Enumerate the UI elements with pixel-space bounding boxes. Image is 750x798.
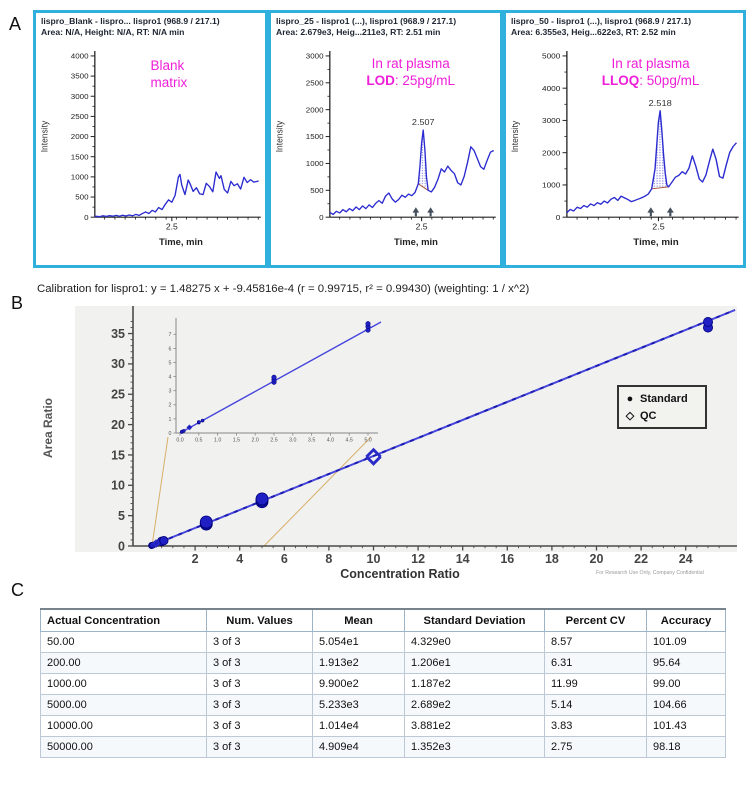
table-cell: 3 of 3 [207,716,313,737]
svg-text:6: 6 [168,346,172,353]
svg-text:25: 25 [111,387,125,402]
table-header-cell: Actual Concentration [41,609,207,632]
svg-text:16: 16 [500,552,515,566]
chromatogram-subtitle: Area: N/A, Height: N/A, RT: N/A min [41,27,185,38]
filled-circle-icon: ● [626,392,634,405]
table-header-cell: Percent CV [545,609,647,632]
table-cell: 1.913e2 [313,653,405,674]
svg-text:24: 24 [678,552,693,566]
table-cell: 9.900e2 [313,674,405,695]
svg-text:2500: 2500 [70,111,89,121]
svg-text:20: 20 [589,552,604,566]
svg-text:3.0: 3.0 [289,437,297,444]
table-cell: 10000.00 [41,716,207,737]
annotation-lod [366,55,455,90]
legend-item-qc [624,407,700,424]
chromatogram-header [506,13,743,39]
table-row [41,653,726,674]
open-diamond-icon: ◇ [625,410,635,422]
svg-text:Time, min: Time, min [633,237,679,247]
table-cell: 5.054e1 [313,632,405,653]
svg-text:0: 0 [118,539,125,554]
svg-text:For Research Use Only, Company: For Research Use Only, Company Confidential [596,570,704,576]
svg-text:1.5: 1.5 [232,437,241,444]
svg-text:1000: 1000 [542,180,561,190]
annotation-line: matrix [150,75,188,91]
svg-text:3000: 3000 [305,51,324,61]
svg-text:10: 10 [366,552,381,566]
table-cell: 101.09 [647,632,726,653]
table-cell: 3 of 3 [207,737,313,758]
annotation-blank-matrix [151,57,188,92]
svg-text:22: 22 [634,552,649,566]
table-cell: 50000.00 [41,737,207,758]
svg-text:2.5: 2.5 [165,221,178,232]
table-cell: 11.99 [545,674,647,695]
chromatogram-subtitle: Area: 6.355e3, Heig...622e3, RT: 2.52 min [511,27,676,38]
svg-text:2.507: 2.507 [411,117,435,127]
panel-b-label: B [11,293,24,313]
table-header-cell: Accuracy [647,609,726,632]
chromatogram-header [36,13,265,39]
svg-text:2000: 2000 [70,132,89,141]
svg-text:Intensity: Intensity [274,120,285,152]
svg-text:0.5: 0.5 [195,437,203,444]
legend-label: QC [640,409,657,422]
svg-text:5.0: 5.0 [364,437,372,444]
annotation-lloq [602,55,700,90]
svg-text:500: 500 [310,185,324,195]
table-cell: 4.329e0 [405,632,545,653]
svg-text:35: 35 [111,326,125,341]
svg-text:Time, min: Time, min [159,236,203,247]
svg-text:2500: 2500 [305,78,324,88]
svg-text:2: 2 [168,402,172,409]
table-cell: 5.14 [545,695,647,716]
chromatogram-title: lispro_50 - lispro1 (...), lispro1 (968.9 / 217.1) [511,16,692,26]
table-cell: 3 of 3 [207,653,313,674]
svg-text:3: 3 [168,388,172,395]
svg-text:Concentration Ratio: Concentration Ratio [340,567,460,581]
table-cell: 3 of 3 [207,695,313,716]
svg-text:0: 0 [84,212,89,222]
panel-c-label: C [11,580,24,600]
table-cell: 3.83 [545,716,647,737]
svg-text:2.518: 2.518 [648,97,672,108]
svg-text:4000: 4000 [542,83,561,93]
svg-text:1500: 1500 [305,132,324,141]
svg-text:1.0: 1.0 [213,437,222,444]
table-cell: 5000.00 [41,695,207,716]
legend [617,385,707,429]
table-cell: 1000.00 [41,674,207,695]
svg-text:4: 4 [236,552,244,566]
table-cell: 3 of 3 [207,674,313,695]
svg-text:3500: 3500 [70,71,89,81]
svg-text:5: 5 [118,508,125,523]
chromatogram-header [271,13,500,39]
annotation-line: Blank [150,58,185,73]
table-row [41,632,726,653]
table-header-cell: Standard Deviation [405,609,545,632]
svg-text:2: 2 [191,552,199,566]
svg-text:10: 10 [111,478,125,493]
svg-text:5: 5 [168,360,172,367]
svg-text:0: 0 [168,430,172,437]
svg-text:1: 1 [168,416,172,423]
annotation-line: In rat plasma [371,56,450,71]
table-cell: 4.909e4 [313,737,405,758]
table-header-row [41,609,726,632]
table-cell: 99.00 [647,674,726,695]
svg-text:5000: 5000 [542,51,561,61]
table-cell: 101.43 [647,716,726,737]
svg-text:4.5: 4.5 [345,437,353,444]
table-cell: 1.014e4 [313,716,405,737]
svg-text:12: 12 [411,552,426,566]
table-cell: 5.233e3 [313,695,405,716]
svg-text:7: 7 [168,332,172,339]
svg-text:4: 4 [168,374,172,381]
svg-text:1000: 1000 [305,158,324,168]
table-cell: 3.881e2 [405,716,545,737]
calibration-plot [30,298,745,588]
accuracy-table [40,608,726,758]
table-row [41,695,726,716]
svg-text:4.0: 4.0 [326,437,335,444]
svg-text:Time, min: Time, min [394,236,438,247]
table-cell: 1.187e2 [405,674,545,695]
legend-item-standard [624,390,700,407]
table-cell: 1.352e3 [405,737,545,758]
svg-text:2.5: 2.5 [415,221,428,232]
table-cell: 2.689e2 [405,695,545,716]
table-row [41,674,726,695]
table-cell: 50.00 [41,632,207,653]
svg-text:3000: 3000 [70,91,89,101]
svg-text:0.0: 0.0 [176,437,184,444]
svg-text:14: 14 [455,552,470,566]
table-cell: 2.75 [545,737,647,758]
table-row [41,737,726,758]
table-row [41,716,726,737]
svg-text:2.0: 2.0 [251,437,259,444]
calibration-title: Calibration for lispro1: y = 1.48275 x + -9.45816e-4 (r = 0.99715, r² = 0.99430) (weighting: 1 / x^2) [37,283,530,295]
svg-text:2000: 2000 [542,148,561,157]
svg-text:Intensity: Intensity [509,120,521,152]
chromatogram-title: lispro_25 - lispro1 (...), lispro1 (968.9 / 217.1) [276,16,457,26]
svg-text:15: 15 [111,448,125,463]
svg-text:Area Ratio: Area Ratio [41,397,55,459]
chromatogram-subtitle: Area: 2.679e3, Heig...211e3, RT: 2.51 min [276,27,441,38]
svg-text:1500: 1500 [70,152,89,161]
table-cell: 95.64 [647,653,726,674]
svg-text:3.5: 3.5 [307,437,316,444]
table-cell: 8.57 [545,632,647,653]
table-cell: 98.18 [647,737,726,758]
table-cell: 200.00 [41,653,207,674]
table-header-cell: Mean [313,609,405,632]
table-cell: 3 of 3 [207,632,313,653]
svg-text:0: 0 [319,212,324,222]
svg-text:Intensity: Intensity [39,120,50,152]
annotation-line: In rat plasma [611,56,690,71]
annotation-line: LOD: 25pg/mL [366,73,455,89]
svg-text:18: 18 [544,552,559,566]
table-cell: 6.31 [545,653,647,674]
panel-a-label: A [9,14,22,34]
legend-label: Standard [640,392,688,405]
svg-text:1000: 1000 [70,172,89,182]
svg-text:2.5: 2.5 [652,221,665,232]
svg-text:20: 20 [111,417,125,432]
annotation-line: LLOQ: 50pg/mL [601,73,700,89]
svg-text:2000: 2000 [305,105,324,114]
svg-text:8: 8 [325,552,333,566]
svg-text:3000: 3000 [542,116,561,125]
table-cell: 1.206e1 [405,653,545,674]
svg-text:6: 6 [280,552,288,566]
table-header-cell: Num. Values [207,609,313,632]
chromatogram-box-lloq [503,10,746,268]
svg-text:0: 0 [555,212,561,222]
svg-text:500: 500 [75,192,89,202]
chromatogram-box-blank [33,10,268,268]
svg-text:2.5: 2.5 [270,437,278,444]
svg-text:4000: 4000 [70,51,89,61]
chromatogram-box-lod [268,10,503,268]
chromatogram-title: lispro_Blank - lispro... lispro1 (968.9 / 217.1) [41,16,220,26]
table-cell: 104.66 [647,695,726,716]
svg-text:30: 30 [111,357,125,372]
